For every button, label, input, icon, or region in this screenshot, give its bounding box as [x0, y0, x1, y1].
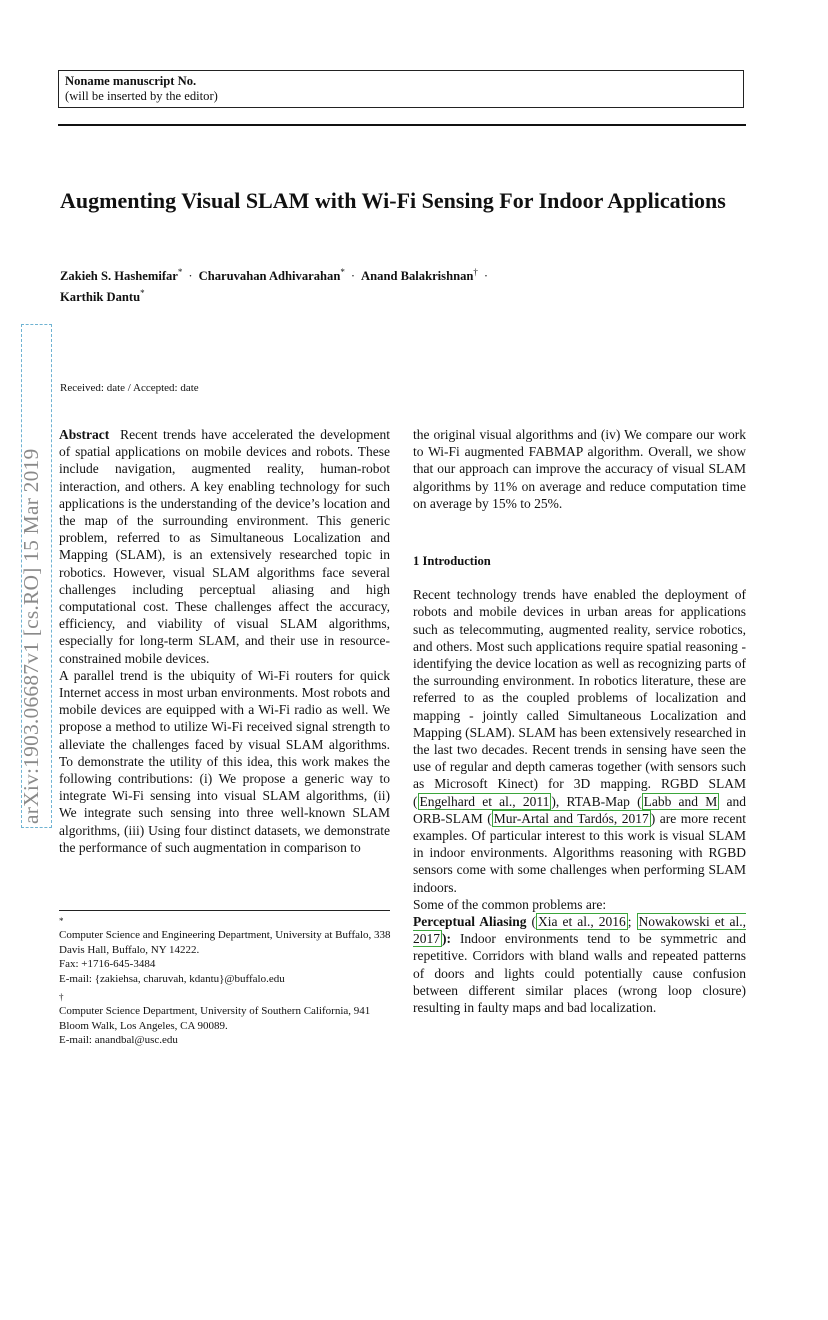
- intro-text: ), RTAB-Map (: [551, 793, 642, 809]
- author-affiliation-mark: †: [473, 267, 478, 277]
- manuscript-header-box: [58, 70, 744, 108]
- abstract-paragraph-1: [59, 426, 390, 667]
- paper-title: Augmenting Visual SLAM with Wi-Fi Sensing For Indoor Applications: [60, 188, 726, 213]
- abstract-label: Abstract: [59, 427, 110, 442]
- author-affiliation-mark: *: [177, 267, 183, 277]
- author-name: Charuvahan Adhivarahan: [198, 269, 341, 284]
- perceptual-aliasing-label: Perceptual Aliasing: [413, 914, 527, 930]
- footnote-1: [59, 914, 393, 986]
- intro-text: (: [526, 914, 537, 930]
- intro-paragraph-1: [413, 586, 746, 896]
- intro-text: ;: [627, 914, 637, 930]
- footnote-line: Computer Science and Engineering Department, University at Buffalo, 338 Davis Hall, Buffalo, NY 14222.: [59, 929, 391, 956]
- intro-text: ):: [442, 931, 451, 947]
- author-name: Karthik Dantu: [60, 290, 141, 305]
- intro-text: and ORB-SLAM (: [413, 793, 746, 826]
- intro-paragraph-2: Some of the common problems are:: [413, 896, 607, 912]
- footnote-line: Computer Science Department, University of Southern California, 941 Bloom Walk, Los Angeles, CA 90089.: [59, 1005, 371, 1032]
- citation-link[interactable]: Engelhard et al., 2011: [419, 793, 550, 809]
- perceptual-aliasing-paragraph: [413, 913, 746, 1016]
- abstract-text-1: Recent trends have accelerated the development of spatial applications on mobile devices and robots. These include navigation, augmented reality, human-robot interaction, and others. A key enabling technology for such applications is the understanding of the device’s location and the map of the surrounding environment. This generic problem, referred to as Simultaneous Localization and Mapping (SLAM), is an extensively researched topic in robotics. However, visual SLAM algorithms face several challenges including perceptual aliasing and high computational cost. These challenges affect the accuracy, efficiency, and viability of visual SLAM algorithms, especially for long-term SLAM, and their use in resource-constrained mobile devices.: [59, 427, 390, 666]
- arxiv-stamp[interactable]: [19, 448, 43, 1320]
- citation-link[interactable]: Mur-Artal and Tardós, 2017: [493, 810, 649, 826]
- section-heading-introduction: 1 Introduction: [413, 554, 491, 569]
- intro-text: ) are more recent examples. Of particular interest to this work is visual SLAM in indoor environments. Algorithms reasoning with RGBD sensors come with some challenges when performing SLAM indoors.: [413, 810, 746, 895]
- author-affiliation-mark: *: [340, 267, 345, 277]
- intro-text: Recent technology trends have enabled the deployment of robots and mobile devices in urban areas for applications such as telecommuting, augmented reality, service robotics, and others. Most such applications require spatial reasoning - identifying the device location as well as recognizing parts of the surrounding environment. In robotics literature, these are referred to as the coupled problems of localization and mapping - jointly called Simultaneous Localization and Mapping (SLAM). SLAM has been extensively researched in the last two decades. Recent trends in sensing have seen the use of regular and depth cameras together (with sensors such as Microsoft Kinect) for 3D mapping. RGBD SLAM (: [413, 587, 746, 809]
- footnote-line: Fax: +1716-645-3484: [59, 958, 156, 971]
- author-name: Anand Balakrishnan: [361, 269, 474, 284]
- arxiv-stamp-text[interactable]: arXiv:1903.06687v1 [cs.RO] 15 Mar 2019: [19, 448, 43, 824]
- manuscript-label: Noname manuscript No.: [65, 74, 197, 88]
- citation-link[interactable]: Nowakowski et al., 2017: [413, 914, 746, 947]
- perceptual-aliasing-text: Indoor environments tend to be symmetric and repetitive. Corridors with bland walls and repeated patterns of doors and lights could potentially cause confusion between different similar places (wrong loop closure) resulting in faulty maps and bad localization.: [413, 931, 746, 1016]
- footnote-mark: *: [59, 916, 64, 926]
- author-list: [60, 264, 760, 306]
- author-separator: ·: [350, 269, 356, 284]
- footnote-rule: [59, 910, 390, 911]
- editor-note: (will be inserted by the editor): [65, 89, 218, 103]
- author-affiliation-mark: *: [140, 288, 145, 299]
- footnote-2: [59, 990, 393, 1048]
- abstract-paragraph-2: A parallel trend is the ubiquity of Wi-Fi routers for quick Internet access in most urban environments. Most robots and mobile devices are equipped with a Wi-Fi radio as well. We propose a method to utilize Wi-Fi received signal strength to alleviate the challenges faced by visual SLAM algorithms. To demonstrate the utility of this idea, this work makes the following contributions: (i) We propose a generic way to integrate Wi-Fi sensing into visual SLAM algorithms, (ii) We integrate such sensing into three well-known SLAM algorithms, (iii) Using four distinct datasets, we demonstrate the performance of such augmentation in comparison to: [59, 667, 390, 855]
- abstract-column: [59, 426, 390, 856]
- footnote-line: E-mail: anandbal@usc.edu: [59, 1034, 178, 1047]
- footnote-line: E-mail: {zakiehsa, charuvah, kdantu}@buffalo.edu: [59, 972, 285, 985]
- author-separator: ·: [483, 269, 489, 284]
- right-column: [413, 426, 746, 1016]
- abstract-continued: the original visual algorithms and (iv) We compare our work to Wi-Fi augmented FABMAP algorithm. Overall, we show that our approach can improve the accuracy of visual SLAM algorithms by 11% on average and reduce computation time on average by 15% to 25%.: [413, 427, 746, 511]
- author-name: Zakieh S. Hashemifar: [60, 269, 178, 284]
- citation-link[interactable]: Labb and M: [643, 793, 718, 809]
- citation-link[interactable]: Xia et al., 2016: [538, 914, 626, 930]
- received-accepted-dates: Received: date / Accepted: date: [60, 382, 199, 394]
- header-rule: [58, 124, 746, 126]
- footnote-mark: †: [59, 992, 64, 1002]
- author-separator: ·: [188, 269, 193, 284]
